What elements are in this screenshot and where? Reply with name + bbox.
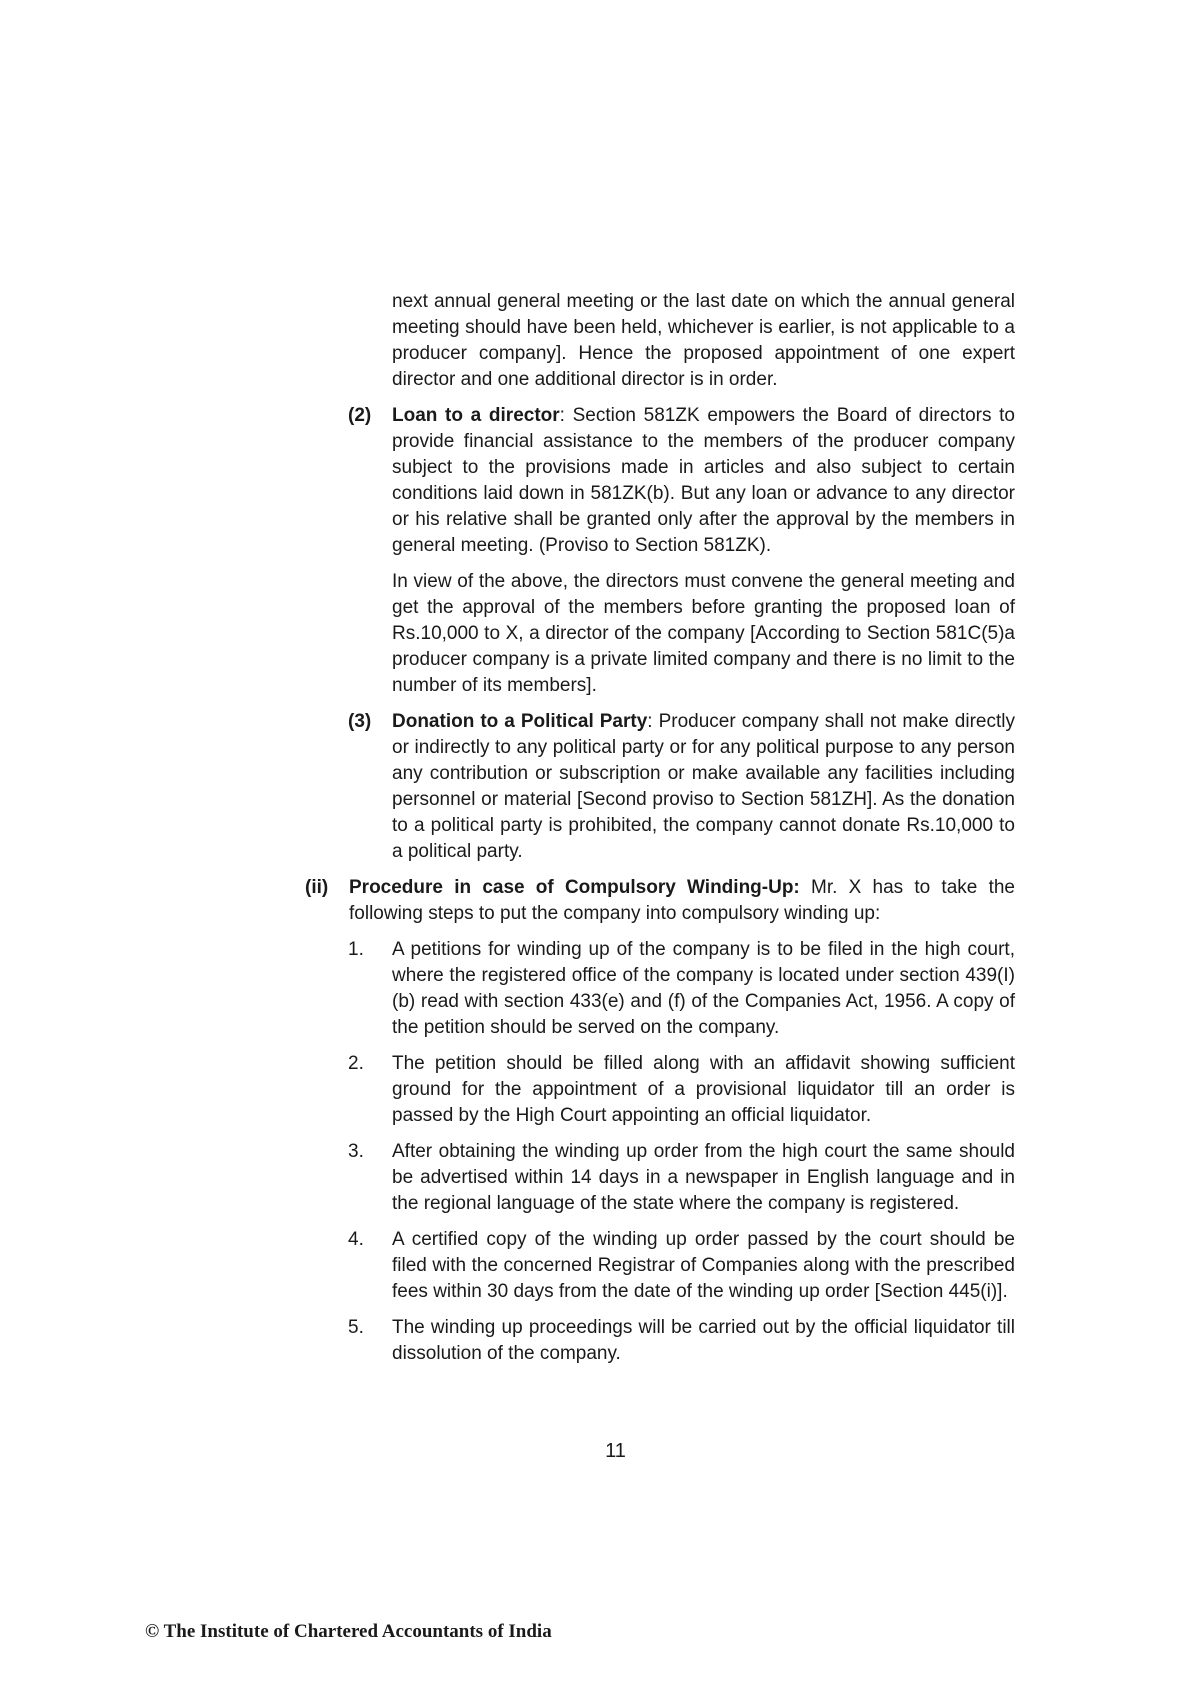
item-number: (2) bbox=[348, 405, 372, 426]
part-text: Mr. X has to take the following steps to put the company into compulsory winding up: bbox=[349, 877, 1015, 924]
step-1 bbox=[348, 937, 1015, 1041]
item-paragraph bbox=[392, 709, 1015, 865]
step-text: The petition should be filled along with an affidavit showing sufficient ground for the appointment of a provisional liquidator till an order is passed by the High Court appointing an official liquidator. bbox=[392, 1053, 1015, 1126]
step-number: 3. bbox=[348, 1141, 364, 1162]
item-text: : Producer company shall not make directly or indirectly to any political party or for any political purpose to any person any contribution or subscription or make available any facilities including personnel or material [Second proviso to Section 581ZH]. As the donation to a political party is prohibited, the company cannot donate Rs.10,000 to a political party. bbox=[392, 711, 1015, 862]
item-title: Loan to a director bbox=[392, 405, 560, 426]
item-loan-to-director bbox=[348, 403, 1015, 559]
document-body bbox=[0, 289, 1191, 1377]
step-text: A petitions for winding up of the company is to be filed in the high court, where the registered office of the company is located under section 439(I)(b) read with section 433(e) and (f) of the Companies Act, 1956. A copy of the petition should be served on the company. bbox=[392, 939, 1015, 1038]
step-text: The winding up proceedings will be carried out by the official liquidator till dissolution of the company. bbox=[392, 1317, 1015, 1364]
item-paragraph bbox=[392, 403, 1015, 559]
step-2 bbox=[348, 1051, 1015, 1129]
page-number: 11 bbox=[605, 1440, 626, 1462]
step-3 bbox=[348, 1139, 1015, 1217]
item-donation-political-party bbox=[348, 709, 1015, 865]
step-4 bbox=[348, 1227, 1015, 1305]
part-title: Procedure in case of Compulsory Winding-Up: bbox=[349, 877, 800, 898]
footer-copyright: © The Institute of Chartered Accountants of India bbox=[145, 1621, 552, 1642]
loan-followup-paragraph: In view of the above, the directors must convene the general meeting and get the approval of the members before granting the proposed loan of Rs.10,000 to X, a director of the company [According to Section 581C(5)a producer company is a private limited company and there is no limit to the number of its members]. bbox=[392, 571, 1015, 696]
step-number: 5. bbox=[348, 1317, 364, 1338]
step-number: 1. bbox=[348, 939, 364, 960]
step-text: After obtaining the winding up order from the high court the same should be advertised within 14 days in a newspaper in English language and in the regional language of the state where the company is registered. bbox=[392, 1141, 1015, 1214]
part-ii-compulsory-winding-up bbox=[305, 875, 1015, 927]
part-paragraph bbox=[349, 875, 1015, 927]
item-number: (3) bbox=[348, 711, 372, 732]
step-text: A certified copy of the winding up order passed by the court should be filed with the concerned Registrar of Companies along with the prescribed fees within 30 days from the date of the winding up order [Section 445(i)]. bbox=[392, 1229, 1015, 1302]
part-number: (ii) bbox=[305, 877, 329, 898]
continuation-paragraph: next annual general meeting or the last date on which the annual general meeting should have been held, whichever is earlier, is not applicable to a producer company]. Hence the proposed appointment of one expert director and one additional director is in order. bbox=[392, 291, 1015, 390]
step-number: 2. bbox=[348, 1053, 364, 1074]
item-title: Donation to a Political Party bbox=[392, 711, 648, 732]
item-text: : Section 581ZK empowers the Board of directors to provide financial assistance to the members of the producer company subject to the provisions made in articles and also subject to certain conditions laid down in 581ZK(b). But any loan or advance to any director or his relative shall be granted only after the approval by the members in general meeting. (Proviso to Section 581ZK). bbox=[392, 405, 1015, 556]
step-number: 4. bbox=[348, 1229, 364, 1250]
step-5 bbox=[348, 1315, 1015, 1367]
